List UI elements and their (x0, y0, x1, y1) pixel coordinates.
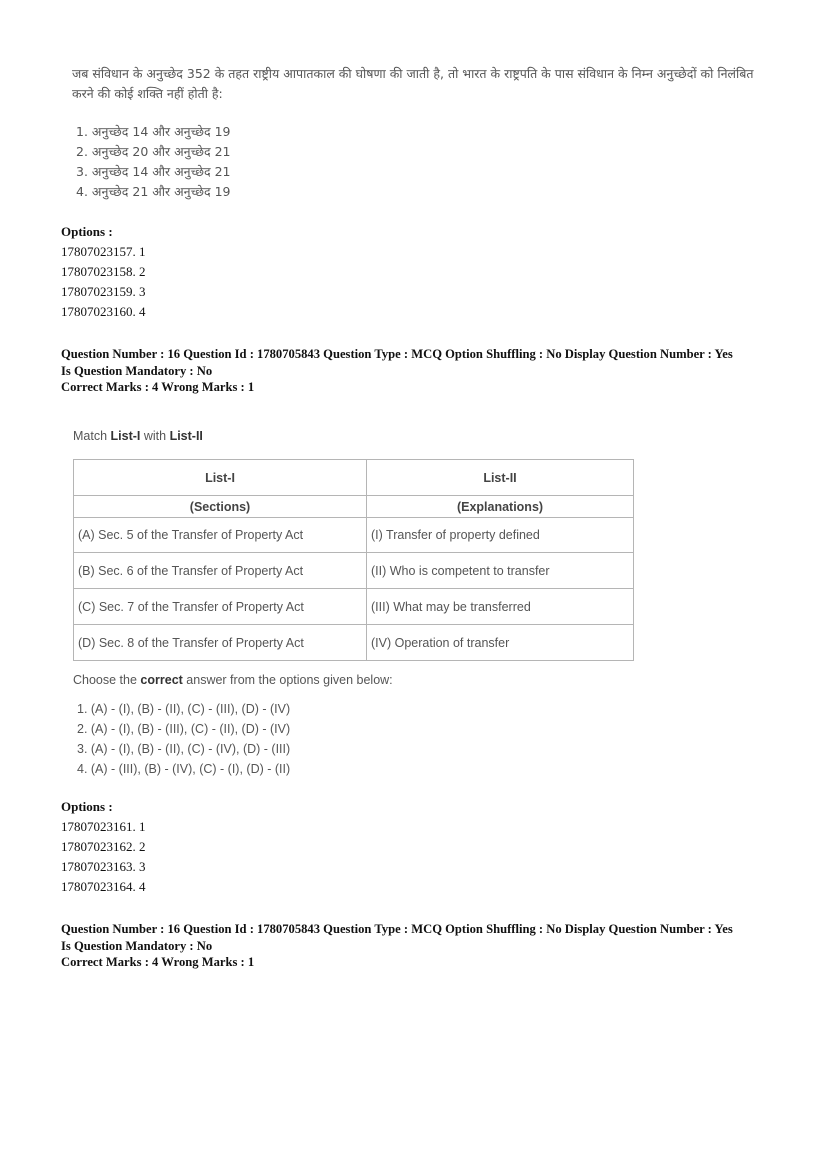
options-title: Options : (61, 799, 113, 814)
option-row: 17807023157. 1 (61, 244, 146, 259)
table-cell: (C) Sec. 7 of the Transfer of Property Act (74, 589, 367, 625)
marks-line: Correct Marks : 4 Wrong Marks : 1 (61, 380, 255, 394)
choose-suffix: answer from the options given below: (182, 673, 393, 687)
marks-line: Correct Marks : 4 Wrong Marks : 1 (61, 955, 255, 969)
choose-bold: correct (140, 673, 183, 687)
list-item: 4. (A) - (III), (B) - (IV), (C) - (I), (D) - (II) (77, 762, 291, 776)
list-item: 3. (A) - (I), (B) - (II), (C) - (IV), (D) - (III) (77, 742, 291, 756)
list-item: 2. (A) - (I), (B) - (III), (C) - (II), (D) - (IV) (77, 722, 291, 736)
match-instruction (73, 427, 673, 445)
table-subheader-explanations: (Explanations) (367, 496, 634, 518)
table-header-row (74, 460, 634, 496)
list-item: 4. अनुच्छेद 21 और अनुच्छेद 19 (76, 184, 231, 199)
choose-prefix: Choose the (73, 673, 141, 687)
option-row: 17807023159. 3 (61, 284, 146, 299)
question-16-options (61, 797, 146, 897)
question-15-image (72, 64, 772, 202)
question-15-text: जब संविधान के अनुच्छेद 352 के तहत राष्ट्रीय आपातकाल की घोषणा की जाती है, तो भारत के राष्ट्रपति के पास संविधान के निम्न अनुच्छेदों को निलंबित करने की कोई शक्ति नहीं होती है: (72, 66, 754, 101)
match-list1: List-I (110, 429, 141, 443)
table-subheader-sections: (Sections) (74, 496, 367, 518)
mandatory-line: Is Question Mandatory : No (61, 363, 213, 378)
question-meta-line: Question Number : 16 Question Id : 1780705843 Question Type : MCQ Option Shuffling : No Display Question Number : Yes (61, 347, 733, 361)
question-15-options (61, 222, 146, 322)
match-list2: List-II (169, 429, 203, 443)
option-row: 17807023164. 4 (61, 879, 146, 894)
table-row (74, 589, 634, 625)
table-cell: (IV) Operation of transfer (367, 625, 634, 661)
list-item: 3. अनुच्छेद 14 और अनुच्छेद 21 (76, 164, 231, 179)
mandatory-line: Is Question Mandatory : No (61, 938, 213, 953)
list-item: 2. अनुच्छेद 20 और अनुच्छेद 21 (76, 144, 231, 159)
option-row: 17807023162. 2 (61, 839, 146, 854)
match-prefix: Match (73, 429, 111, 443)
match-table (73, 459, 634, 661)
table-cell: (II) Who is competent to transfer (367, 553, 634, 589)
question-16-choices (77, 699, 673, 779)
question-15-choices (76, 122, 772, 202)
table-row (74, 625, 634, 661)
question-16-meta (61, 346, 781, 396)
question-meta-line: Question Number : 16 Question Id : 1780705843 Question Type : MCQ Option Shuffling : No Display Question Number : Yes (61, 922, 733, 936)
option-row: 17807023160. 4 (61, 304, 146, 319)
option-row: 17807023163. 3 (61, 859, 146, 874)
question-17-meta (61, 921, 781, 971)
question-16-image (73, 427, 673, 779)
option-row: 17807023158. 2 (61, 264, 146, 279)
table-cell: (B) Sec. 6 of the Transfer of Property Act (74, 553, 367, 589)
table-header-list1: List-I (74, 460, 367, 496)
list-item: 1. अनुच्छेद 14 और अनुच्छेद 19 (76, 124, 231, 139)
table-row (74, 518, 634, 553)
table-cell: (A) Sec. 5 of the Transfer of Property Act (74, 518, 367, 553)
table-cell: (III) What may be transferred (367, 589, 634, 625)
table-header-list2: List-II (367, 460, 634, 496)
table-cell: (D) Sec. 8 of the Transfer of Property Act (74, 625, 367, 661)
table-row (74, 553, 634, 589)
table-subheader-row (74, 496, 634, 518)
list-item: 1. (A) - (I), (B) - (II), (C) - (III), (D) - (IV) (77, 702, 291, 716)
match-with: with (140, 429, 170, 443)
option-row: 17807023161. 1 (61, 819, 146, 834)
options-title: Options : (61, 224, 113, 239)
choose-instruction (73, 671, 673, 689)
table-cell: (I) Transfer of property defined (367, 518, 634, 553)
